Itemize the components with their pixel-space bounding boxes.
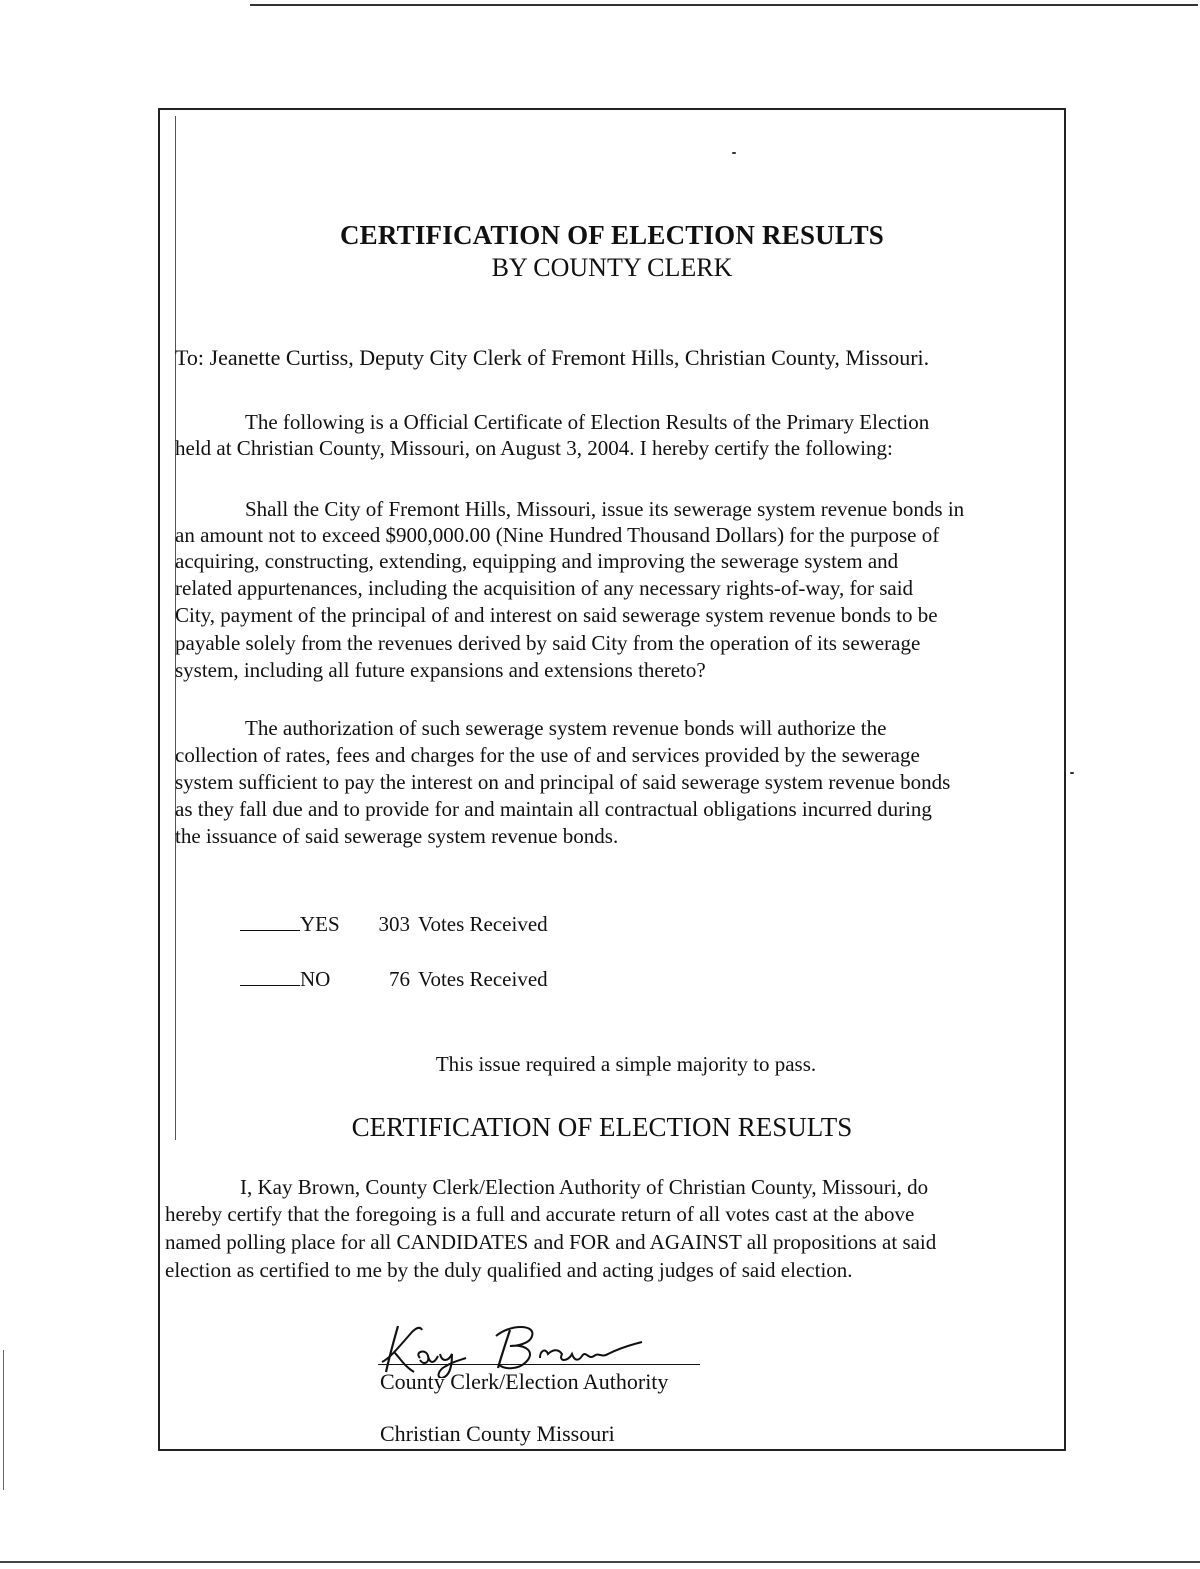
question-line-1: Shall the City of Fremont Hills, Missouri, issue its sewerage system revenue bonds in [245, 497, 965, 521]
signature-title: County Clerk/Election Authority [380, 1369, 669, 1394]
authorization-line-4: as they fall due and to provide for and maintain all contractual obligations incurred during [175, 797, 932, 821]
vote-count: 303 [378, 912, 410, 936]
certification-line-2: hereby certify that the foregoing is a full and accurate return of all votes cast at the above [165, 1202, 915, 1226]
question-line-6: payable solely from the revenues derived by said City from the operation of its sewerage [175, 631, 921, 655]
vote-label: YES [300, 912, 340, 936]
question-line-5: City, payment of the principal of and interest on said sewerage system revenue bonds to be [175, 603, 938, 627]
signature-line [378, 1364, 700, 1365]
scan-edge-left [3, 1350, 4, 1490]
document-title: CERTIFICATION OF ELECTION RESULTS [339, 220, 885, 250]
certification-line-4: election as certified to me by the duly qualified and acting judges of said election. [165, 1258, 853, 1282]
addressee-line: To: Jeanette Curtiss, Deputy City Clerk of Fremont Hills, Christian County, Missouri. [175, 345, 930, 370]
vote-blank-line [240, 910, 300, 931]
vote-count: 76 [389, 967, 410, 991]
authorization-line-1: The authorization of such sewerage system revenue bonds will authorize the [245, 716, 887, 740]
document-subtitle: BY COUNTY CLERK [491, 253, 733, 282]
certification-line-1: I, Kay Brown, County Clerk/Election Authority of Christian County, Missouri, do [240, 1175, 929, 1199]
certification-heading: CERTIFICATION OF ELECTION RESULTS [351, 1112, 853, 1142]
intro-line-1: The following is a Official Certificate of Election Results of the Primary Election [245, 410, 930, 434]
vote-suffix: Votes Received [418, 912, 548, 936]
scan-edge-bottom [0, 1561, 1200, 1563]
intro-line-2: held at Christian County, Missouri, on August 3, 2004. I hereby certify the following: [175, 436, 893, 460]
question-line-4: related appurtenances, including the acquisition of any necessary rights-of-way, for said [175, 576, 914, 600]
question-line-2: an amount not to exceed $900,000.00 (Nine Hundred Thousand Dollars) for the purpose of [175, 523, 940, 547]
scan-speck [732, 152, 736, 154]
authorization-line-5: the issuance of said sewerage system revenue bonds. [175, 824, 619, 848]
vote-blank-line [240, 965, 300, 986]
majority-note: This issue required a simple majority to pass. [435, 1052, 817, 1076]
scan-edge-top [250, 4, 1198, 6]
vote-row-yes [240, 910, 548, 938]
vote-row-no [240, 965, 548, 993]
authorization-line-2: collection of rates, fees and charges for the use of and services provided by the sewerage [175, 743, 920, 767]
certification-line-3: named polling place for all CANDIDATES and FOR and AGAINST all propositions at said [165, 1230, 937, 1254]
scan-speck [1070, 772, 1074, 774]
vote-label: NO [300, 967, 331, 991]
question-line-3: acquiring, constructing, extending, equipping and improving the sewerage system and [175, 549, 899, 573]
vote-suffix: Votes Received [418, 967, 548, 991]
question-line-7: system, including all future expansions and extensions thereto? [175, 658, 706, 682]
authorization-line-3: system sufficient to pay the interest on and principal of said sewerage system revenue bonds [175, 770, 951, 794]
county-name: Christian County Missouri [380, 1421, 615, 1446]
